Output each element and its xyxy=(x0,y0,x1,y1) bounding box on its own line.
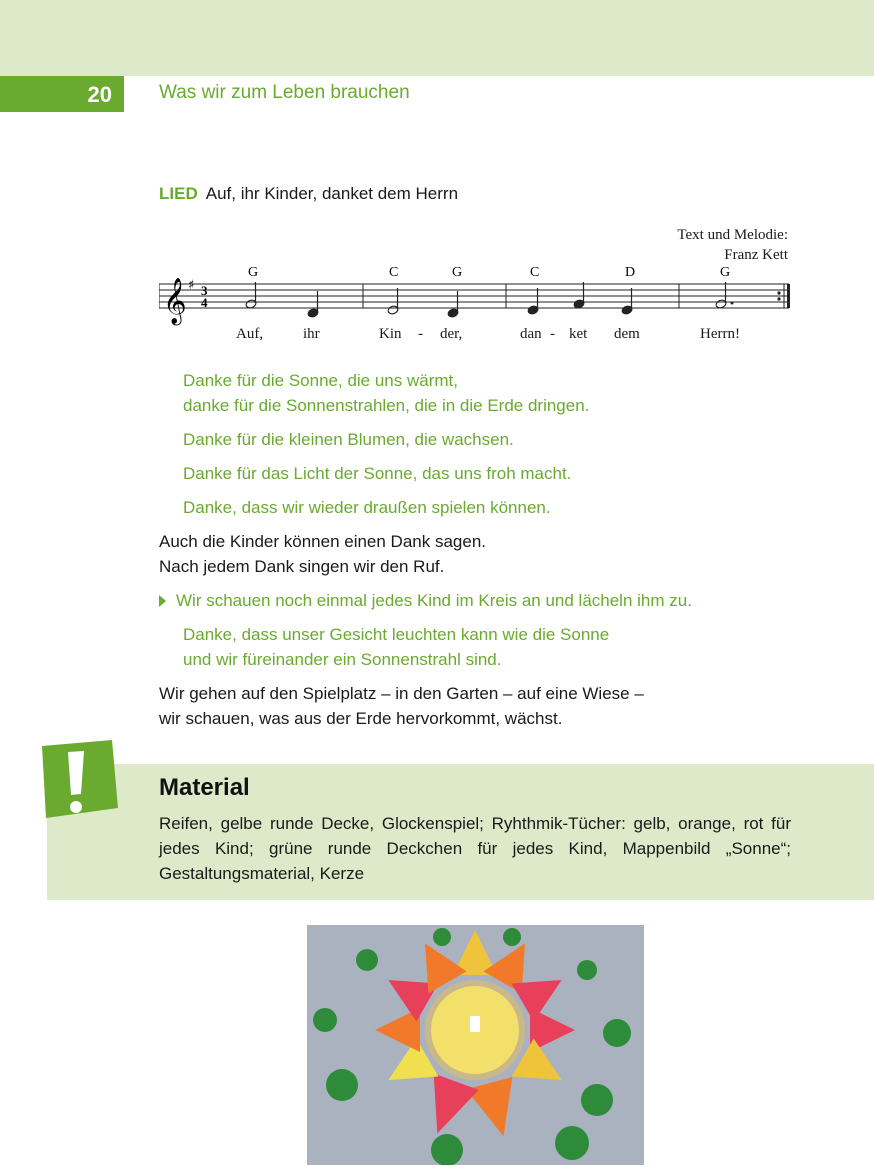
song-title: Auf, ihr Kinder, danket dem Herrn xyxy=(205,184,459,203)
header-bar xyxy=(0,76,874,112)
repeat-dot xyxy=(777,297,780,300)
chord: G xyxy=(720,265,731,280)
closing-line: Wir gehen auf den Spielplatz – in den Garten – auf eine Wiese – xyxy=(159,684,644,703)
chord: G xyxy=(452,265,463,280)
time-sig-bottom: 4 xyxy=(201,295,208,310)
sun-arrangement-photo xyxy=(307,925,644,1165)
lyric: ihr xyxy=(303,326,320,342)
credit-line-1: Text und Melodie: xyxy=(677,227,788,243)
sharp-icon: ♯ xyxy=(188,278,195,293)
lyric: - xyxy=(550,326,555,342)
instruction xyxy=(159,529,486,579)
repeat-dot xyxy=(777,291,780,294)
instruction-line: Auch die Kinder können einen Dank sagen. xyxy=(159,532,487,551)
treble-clef-icon: 𝄞 xyxy=(163,278,187,324)
lyric: Kin xyxy=(379,326,402,342)
sheet-music xyxy=(159,258,799,348)
staff xyxy=(159,284,789,308)
chapter-title: Was wir zum Leben brauchen xyxy=(159,82,410,103)
lyric: dem xyxy=(614,326,640,342)
prayer-5 xyxy=(183,622,609,672)
instruction-line: Nach jedem Dank singen wir den Ruf. xyxy=(159,557,445,576)
chord: G xyxy=(248,265,259,280)
credit-line-2: Franz Kett xyxy=(724,247,788,263)
prayer-line: und wir füreinander ein Sonnenstrahl sind. xyxy=(183,650,502,669)
prayer-2: Danke für die kleinen Blumen, die wachsen. xyxy=(183,430,514,449)
chord: D xyxy=(625,265,636,280)
triangle-bullet-icon xyxy=(159,595,166,607)
prayer-4: Danke, dass wir wieder draußen spielen können. xyxy=(183,498,551,517)
prayer-3: Danke für das Licht der Sonne, das uns froh macht. xyxy=(183,464,572,483)
exclamation-icon xyxy=(38,738,120,822)
lyric: Herrn! xyxy=(700,326,740,342)
closing xyxy=(159,681,644,731)
lyric: der, xyxy=(440,326,463,342)
bullet-item xyxy=(159,588,692,613)
lyric: ket xyxy=(569,326,588,342)
prayer-1 xyxy=(183,368,589,418)
notes xyxy=(245,282,733,318)
lyric: Auf, xyxy=(236,326,264,342)
chord: C xyxy=(530,265,540,280)
material-text: Reifen, gelbe runde Decke, Glockenspiel; Ryhthmik-Tücher: gelb, orange, rot für jedes Kind; grüne runde Deckchen für jedes Kind, Mappenbild „Sonne“; Gestaltungsmaterial, Kerze xyxy=(159,814,791,883)
bullet-text: Wir schauen noch einmal jedes Kind im Kreis an und lächeln ihm zu. xyxy=(176,591,692,610)
prayer-line: Danke, dass unser Gesicht leuchten kann wie die Sonne xyxy=(183,625,610,644)
material-title: Material xyxy=(159,774,250,801)
prayer-line: Danke für die Sonne, die uns wärmt, xyxy=(183,371,458,390)
final-barline xyxy=(787,284,790,308)
song-heading xyxy=(159,184,458,204)
time-sig-top: 3 xyxy=(201,283,208,298)
song-tag: LIED xyxy=(159,184,198,203)
closing-line: wir schauen, was aus der Erde hervorkommt, wächst. xyxy=(159,709,563,728)
lyric: dan xyxy=(520,326,542,342)
prayer-line: danke für die Sonnenstrahlen, die in die Erde dringen. xyxy=(183,396,590,415)
lyric: - xyxy=(418,326,423,342)
chord: C xyxy=(389,265,399,280)
page-number: 20 xyxy=(0,76,124,112)
